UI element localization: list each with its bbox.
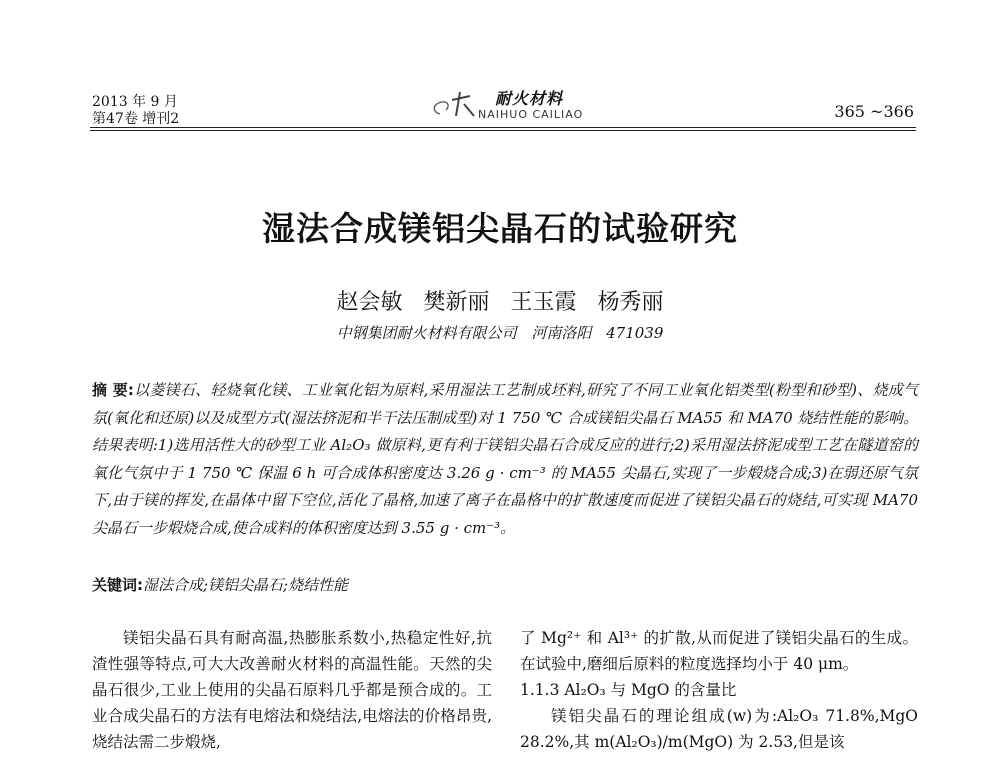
keywords bbox=[92, 574, 918, 595]
journal-issue-info bbox=[92, 94, 179, 128]
issue-volume: 第47卷 增刊2 bbox=[92, 111, 180, 127]
right-paragraph-2: 镁铝尖晶石的理论组成(w)为:Al₂O₃ 71.8%,MgO 28.2%,其 m(Al₂O₃)/m(MgO) 为 2.53,但是该 bbox=[520, 707, 918, 751]
abstract bbox=[92, 377, 918, 542]
body-column-left bbox=[92, 625, 492, 755]
header-rule-thin bbox=[90, 130, 916, 131]
right-paragraph-1: 了 Mg²⁺ 和 Al³⁺ 的扩散,从而促进了镁铝尖晶石的生成。在试验中,磨细后原料的粒度选择均小于 40 μm。 bbox=[520, 629, 918, 673]
intro-paragraph: 镁铝尖晶石具有耐高温,热膨胀系数小,热稳定性好,抗渣性强等特点,可大大改善耐火材料的高温性能。天然的尖晶石很少,工业上使用的尖晶石原料几乎都是预合成的。工业合成尖晶石的方法有电熔法和烧结法,电熔法的价格昂贵,烧结法需二步煅烧, bbox=[92, 629, 492, 751]
abstract-text: 以菱镁石、轻烧氧化镁、工业氧化铝为原料,采用湿法工艺制成坯料,研究了不同工业氧化铝类型(粉型和砂型)、烧成气氛(氧化和还原)以及成型方式(湿法挤泥和半干法压制成型)对 1 750 ℃ 合成镁铝尖晶石 MA55 和 MA70 烧结性能的影响。结果表明:1)选用活性大的砂型工业 Al₂O₃ 做原料,更有利于镁铝尖晶石合成反应的进行;2)采用湿法挤泥成型工艺在隧道窑的氧化气氛中于 1 750 ℃ 保温 6 h 可合成体积密度达 3.26 g · cm⁻³ 的 MA55 尖晶石,实现了一步煅烧合成;3)在弱还原气氛下,由于镁的挥发,在晶体中留下空位,活化了晶格,加速了离子在晶格中的扩散速度而促进了镁铝尖晶石的烧结,可实现 MA70 尖晶石一步煅烧合成,使合成料的体积密度达到 3.55 g · cm⁻³。 bbox=[92, 381, 918, 537]
keywords-label: 关键词: bbox=[92, 576, 143, 594]
journal-name-en: NAIHUO CAILIAO bbox=[478, 108, 584, 121]
article-title: 湿法合成镁铝尖晶石的试验研究 bbox=[262, 209, 738, 248]
header-rule bbox=[90, 127, 916, 128]
body-column-right bbox=[520, 625, 918, 755]
section-heading-1-1-3: 1.1.3 Al₂O₃ 与 MgO 的含量比 bbox=[520, 681, 737, 699]
abstract-label: 摘 要: bbox=[92, 381, 134, 399]
keywords-text: 湿法合成;镁铝尖晶石;烧结性能 bbox=[143, 576, 349, 594]
author-affiliation: 中钢集团耐火材料有限公司 河南洛阳 471039 bbox=[336, 324, 664, 342]
page-range: 365 ~366 bbox=[834, 102, 914, 121]
issue-date: 2013 年 9 月 bbox=[92, 94, 178, 110]
article-authors: 赵会敏 樊新丽 王玉霞 杨秀丽 bbox=[336, 290, 664, 315]
journal-name-cn: 耐火材料 bbox=[495, 89, 564, 108]
